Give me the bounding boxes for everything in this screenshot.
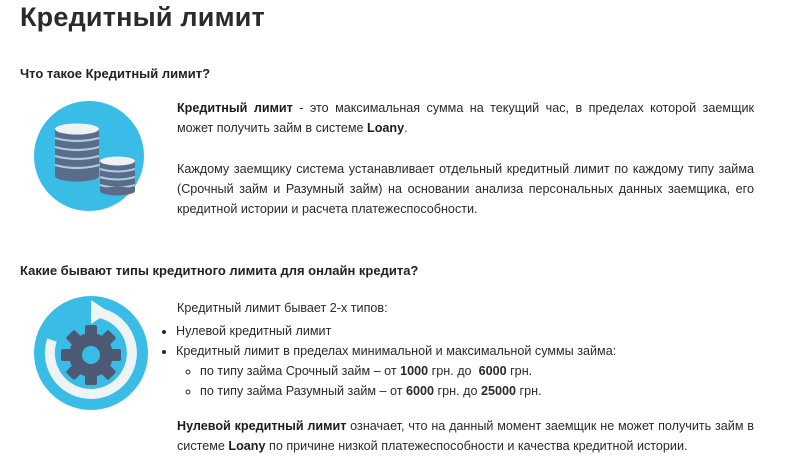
sub-text: грн. до <box>428 364 479 378</box>
brand-loany: Loany <box>367 121 405 135</box>
paragraph-zero-limit <box>177 416 754 456</box>
amount-to: 25000 <box>480 384 516 398</box>
credit-limit-types-list <box>162 321 776 401</box>
list-item-zero-limit <box>176 321 776 341</box>
gear-refresh-icon <box>34 296 148 415</box>
section-heading-what-is: Что такое Кредитный лимит? <box>20 66 211 81</box>
term-credit-limit: Кредитный лимит <box>177 101 293 115</box>
list-item-range-limit <box>176 341 776 401</box>
sub-text: по типу займа Срочный займ – от <box>200 364 401 378</box>
sublist-item-urgent-loan <box>200 361 776 381</box>
sub-text: грн. <box>506 364 533 378</box>
amount-from: 1000 <box>400 364 429 378</box>
types-intro: Кредитный лимит бывает 2-х типов: <box>177 301 388 315</box>
definition-text: - это максимальная сумма на текущий час, в пределах которой заемщик может получить займ в системе <box>177 101 754 135</box>
section-heading-types: Какие бывают типы кредитного лимита для онлайн кредита? <box>20 263 419 278</box>
coins-stack-icon <box>34 101 144 216</box>
zero-limit-text: означает, что на данный момент заемщик не может получить займ в системе <box>177 419 754 453</box>
paragraph-definition <box>177 98 754 138</box>
list-item-label: Кредитный лимит в пределах минимальной и максимальной суммы займа: <box>176 344 617 358</box>
sub-text: по типу займа Разумный займ – от <box>200 384 407 398</box>
definition-end: . <box>404 121 408 135</box>
loan-type-sublist <box>176 361 776 401</box>
amount-from: 6000 <box>406 384 435 398</box>
zero-limit-end: по причине низкой платежеспособности и качества кредитной истории. <box>265 439 688 453</box>
sub-text: грн. до <box>434 384 481 398</box>
list-item-label: Нулевой кредитный лимит <box>176 324 332 338</box>
brand-loany: Loany <box>228 439 266 453</box>
sub-text: грн. <box>515 384 542 398</box>
page-title: Кредитный лимит <box>20 2 265 32</box>
sublist-item-smart-loan <box>200 381 776 401</box>
amount-to: 6000 <box>478 364 507 378</box>
term-zero-limit: Нулевой кредитный лимит <box>177 419 347 433</box>
paragraph-assignment: Каждому заемщику система устанавливает отдельный кредитный лимит по каждому типу займа (Срочный займ и Разумный займ) на основании анализа персональных данных заемщика, его кредитной истории и расчета платежеспособности. <box>177 162 754 216</box>
